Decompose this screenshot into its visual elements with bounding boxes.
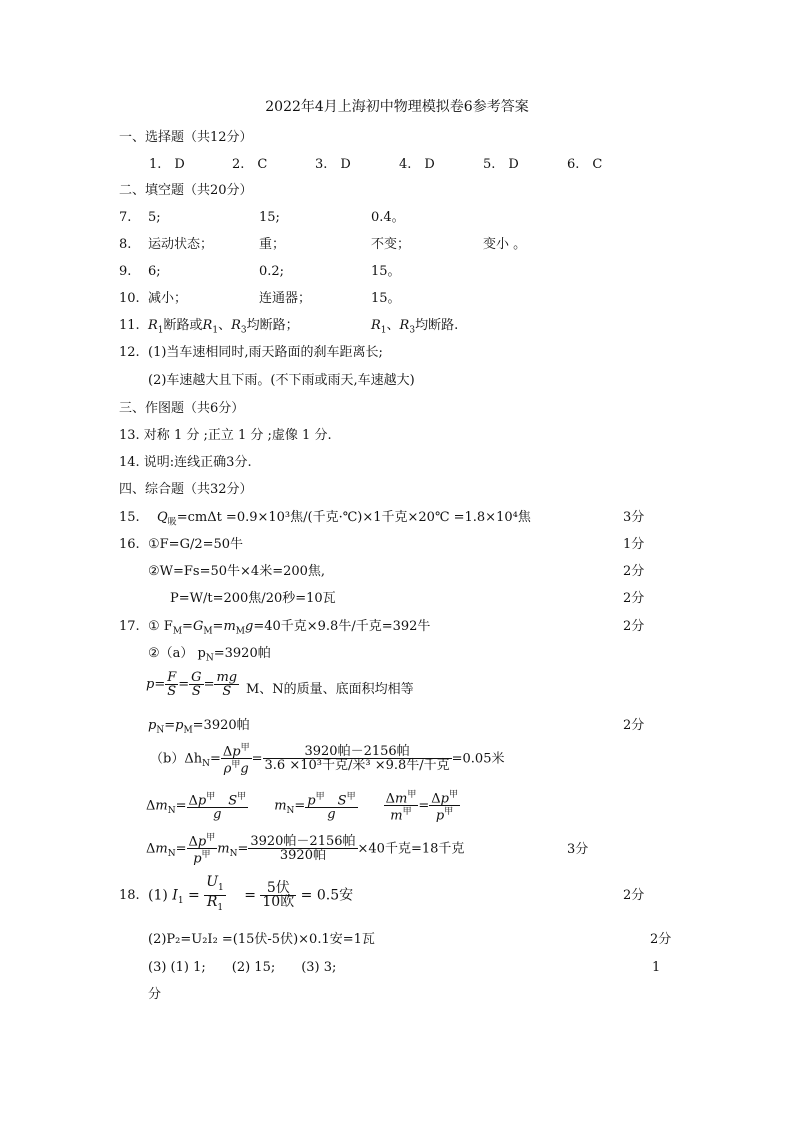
- q10-blank-1: 减小；: [148, 291, 188, 306]
- q18-step-3-score-unit: 分: [148, 987, 162, 1002]
- choice-answer-3: 3. D: [315, 157, 351, 172]
- q12-answer-1: (1)当车速相同时,雨天路面的刹车距离长;: [148, 345, 383, 360]
- choice-answer-4: 4. D: [399, 157, 435, 172]
- q17-delta-m-result: $\Delta m_N=$ $\frac{\Delta p^甲}{p^甲}$ $m_N=$ $\frac{\text{3920帕－2156帕}}{\text{3920帕}}$ ×40千克=18千克: [146, 833, 465, 867]
- q17-number: 17.: [119, 619, 140, 634]
- q17-delta-m-relations: $\Delta m_N=$ $\frac{\Delta p^甲 S^甲}{g}$ $m_N=$ $\frac{p^甲 S^甲}{g}$ $\frac{\Delta m^甲}{m^甲}$ = $\frac{\Delta p^甲}{p^甲}$: [146, 790, 458, 824]
- page-title: 2022年4月上海初中物理模拟卷6参考答案: [265, 99, 529, 115]
- q9-blank-3: 15。: [371, 264, 401, 279]
- choice-answer-6: 6. C: [567, 157, 603, 172]
- q17-delta-m-score: 3分: [567, 842, 589, 857]
- q15-number: 15.: [119, 510, 140, 525]
- section-choice-heading: 一、选择题（共12分）: [119, 130, 253, 145]
- q18-step-3: (3) (1) 1; (2) 15; (3) 3;: [148, 960, 337, 975]
- q18-step-3-score-number: 1: [652, 960, 661, 975]
- q16-step-2: ②W=Fs=50牛×4米=200焦,: [148, 564, 326, 579]
- section-fill-heading: 二、填空题（共20分）: [119, 183, 253, 198]
- q9-number: 9.: [119, 264, 132, 279]
- q17-step-2a: ②（a） $p_N=3920$帕: [148, 646, 271, 664]
- q16-number: 16.: [119, 537, 140, 552]
- q15-score: 3分: [623, 510, 645, 525]
- q8-number: 8.: [119, 237, 132, 252]
- q18-number: 18.: [119, 888, 140, 903]
- choice-answer-1: 1. D: [149, 157, 185, 172]
- q14-answer: 14. 说明:连线正确3分.: [119, 455, 252, 470]
- q8-blank-2: 重；: [259, 237, 286, 252]
- q9-blank-2: 0.2;: [259, 264, 285, 279]
- q16-step-3: P=W/t=200焦/20秒=10瓦: [170, 591, 336, 606]
- q10-blank-2: 连通器；: [259, 291, 312, 306]
- q7-blank-2: 15;: [259, 210, 280, 225]
- q17-step-1: ① $F_M=G_M=m_Mg=40$千克×9.8牛/千克=392牛: [148, 619, 431, 637]
- q18-step-1-score: 2分: [623, 888, 645, 903]
- q10-blank-3: 15。: [371, 291, 401, 306]
- q11-blank-1: $R_1$断路或$R_1$、$R_3$均断路；: [148, 318, 299, 336]
- q16-step-1-score: 1分: [623, 537, 645, 552]
- q18-step-1: (1) $I_1$ = $\frac{U_1}{R_1}$ = $\frac{\text{5伏}}{\text{10欧}}$ = 0.5安: [148, 874, 354, 913]
- q16-step-1: ①F=G/2=50牛: [148, 537, 244, 552]
- q11-blank-2: $R_1$、$R_3$均断路.: [371, 318, 459, 336]
- q7-number: 7.: [119, 210, 132, 225]
- q8-blank-3: 不变；: [371, 237, 411, 252]
- q18-step-2-score: 2分: [650, 932, 672, 947]
- q17-pN: $p_N=p_M=3920$帕: [148, 718, 250, 736]
- q18-step-2: (2)P₂=U₂I₂ =(15伏-5伏)×0.1安=1瓦: [148, 932, 375, 947]
- q9-blank-1: 6;: [148, 264, 161, 279]
- q12-answer-2: (2)车速越大且下雨。(不下雨或雨天,车速越大): [148, 373, 415, 388]
- choice-answer-2: 2. C: [232, 157, 268, 172]
- section-comprehensive-heading: 四、综合题（共32分）: [119, 482, 253, 497]
- choice-answer-5: 5. D: [483, 157, 519, 172]
- q11-number: 11.: [119, 318, 140, 333]
- q10-number: 10.: [119, 291, 140, 306]
- q17-pressure-formula: p= $\frac{F}{S}$ = $\frac{G}{S}$ = $\frac{mg}{S}$: [146, 670, 238, 699]
- q15-formula: $Q_吸=cm\Delta t =0.9\times 10^3$焦/(千克·℃)×1千克×20℃ =1.8×10⁴焦: [157, 510, 531, 528]
- q7-blank-1: 5;: [148, 210, 161, 225]
- section-drawing-heading: 三、作图题（共6分）: [119, 401, 245, 416]
- q17-delta-h: $(b)\Delta h_N=$ $\frac{\Delta p^甲}{\rho^甲g}$ = $\frac{\text{3920帕－2156帕}}{\text{3.6 ×10³千克/米³ ×9.8牛/千克}}$ =0.05米: [150, 743, 505, 777]
- q17-pressure-note: M、N的质量、底面积均相等: [246, 682, 414, 697]
- q8-blank-4: 变小 。: [483, 237, 527, 252]
- q17-pN-score: 2分: [623, 718, 645, 733]
- q12-number: 12.: [119, 345, 140, 360]
- q13-answer: 13. 对称 1 分 ;正立 1 分 ;虚像 1 分.: [119, 428, 332, 443]
- q17-step-1-score: 2分: [623, 619, 645, 634]
- q16-step-2-score: 2分: [623, 564, 645, 579]
- q16-step-3-score: 2分: [623, 591, 645, 606]
- q7-blank-3: 0.4。: [371, 210, 405, 225]
- q8-blank-1: 运动状态；: [148, 237, 214, 252]
